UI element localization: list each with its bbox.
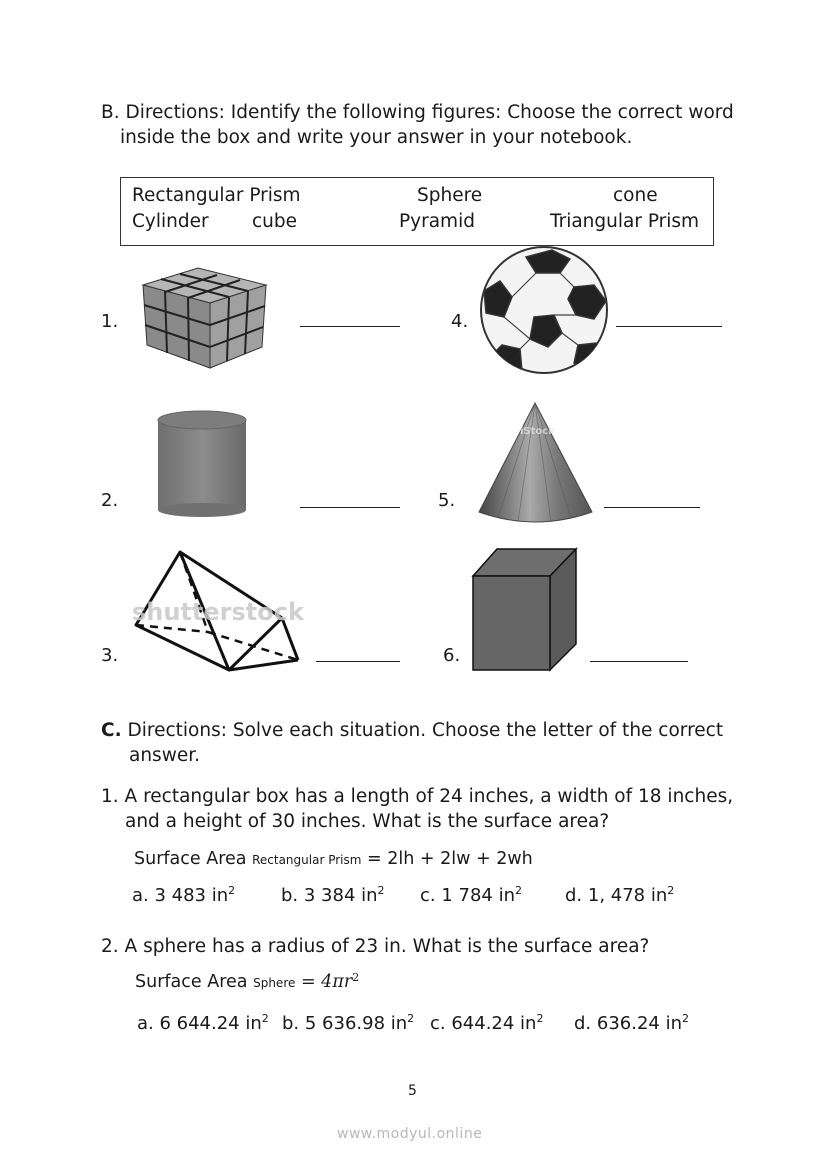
section-b-directions-line1: B. Directions: Identify the following figures: Choose the correct word bbox=[101, 102, 734, 123]
word-cone: cone bbox=[613, 185, 658, 206]
soccer-ball-figure bbox=[478, 247, 610, 375]
answer-blank-5[interactable] bbox=[604, 507, 700, 508]
rubiks-cube-figure bbox=[138, 265, 273, 370]
triangular-prism-figure bbox=[132, 548, 302, 673]
cylinder-figure bbox=[155, 408, 250, 518]
answer-blank-4[interactable] bbox=[616, 326, 722, 327]
formula-1-label: Surface Area bbox=[134, 849, 247, 869]
section-c-directions-text: Directions: Solve each situation. Choose the letter of the correct bbox=[127, 720, 724, 741]
item-number-5: 5. bbox=[438, 490, 456, 511]
answer-blank-6[interactable] bbox=[590, 661, 688, 662]
word-choice-box bbox=[120, 177, 714, 246]
cube-figure bbox=[470, 546, 580, 672]
word-cylinder: Cylinder bbox=[132, 211, 209, 232]
istock-watermark: iStock bbox=[520, 426, 555, 437]
answer-blank-2[interactable] bbox=[300, 507, 400, 508]
formula-2-subscript: Sphere bbox=[253, 976, 296, 990]
word-pyramid: Pyramid bbox=[399, 211, 475, 232]
item-number-1: 1. bbox=[101, 311, 119, 332]
shutterstock-watermark: shutterstock bbox=[132, 598, 304, 626]
q1-option-c[interactable]: c. 1 784 $in^2$ bbox=[420, 884, 523, 906]
question-1-line2: and a height of 30 inches. What is the surface area? bbox=[125, 811, 610, 832]
formula-1-subscript: Rectangular Prism bbox=[252, 853, 362, 867]
section-c-prefix: C. bbox=[101, 720, 122, 741]
item-number-6: 6. bbox=[443, 645, 461, 666]
q2-option-d[interactable]: d. 636.24 $in^2$ bbox=[574, 1012, 689, 1034]
item-number-3: 3. bbox=[101, 645, 119, 666]
question-1-formula bbox=[134, 849, 533, 869]
formula-2-label: Surface Area bbox=[135, 972, 248, 992]
word-cube: cube bbox=[252, 211, 298, 232]
formula-1-equation: = 2lh + 2lw + 2wh bbox=[367, 849, 533, 869]
q2-option-a[interactable]: a. 6 644.24 $in^2$ bbox=[137, 1012, 269, 1034]
formula-2-equation: = 4πr bbox=[300, 972, 353, 992]
question-1-line1: 1. A rectangular box has a length of 24 inches, a width of 18 inches, bbox=[101, 786, 734, 807]
word-sphere: Sphere bbox=[417, 185, 483, 206]
answer-blank-3[interactable] bbox=[316, 661, 400, 662]
question-2-formula: Surface Area Sphere = $4\pi r^2$ bbox=[135, 971, 360, 992]
item-number-2: 2. bbox=[101, 490, 119, 511]
item-number-4: 4. bbox=[451, 311, 469, 332]
q2-option-b[interactable]: b. 5 636.98 $in^2$ bbox=[282, 1012, 415, 1034]
q1-option-d[interactable]: d. 1, 478 $in^2$ bbox=[565, 884, 675, 906]
answer-blank-1[interactable] bbox=[300, 326, 400, 327]
q1-option-b[interactable]: b. 3 384 $in^2$ bbox=[281, 884, 385, 906]
section-c-directions-line1 bbox=[101, 719, 723, 743]
section-c-directions-line2: answer. bbox=[129, 745, 201, 766]
q2-option-c[interactable]: c. 644.24 $in^2$ bbox=[430, 1012, 544, 1034]
word-triangular-prism: Triangular Prism bbox=[550, 211, 700, 232]
question-2-line1: 2. A sphere has a radius of 23 in. What is the surface area? bbox=[101, 936, 650, 957]
cone-figure bbox=[476, 400, 596, 528]
page-number: 5 bbox=[408, 1083, 417, 1099]
word-rectangular-prism: Rectangular Prism bbox=[132, 185, 301, 206]
footer-watermark: www.modyul.online bbox=[337, 1126, 483, 1142]
section-b-directions-line2: inside the box and write your answer in your notebook. bbox=[120, 127, 633, 148]
q1-option-a[interactable]: a. 3 483 $in^2$ bbox=[132, 884, 236, 906]
